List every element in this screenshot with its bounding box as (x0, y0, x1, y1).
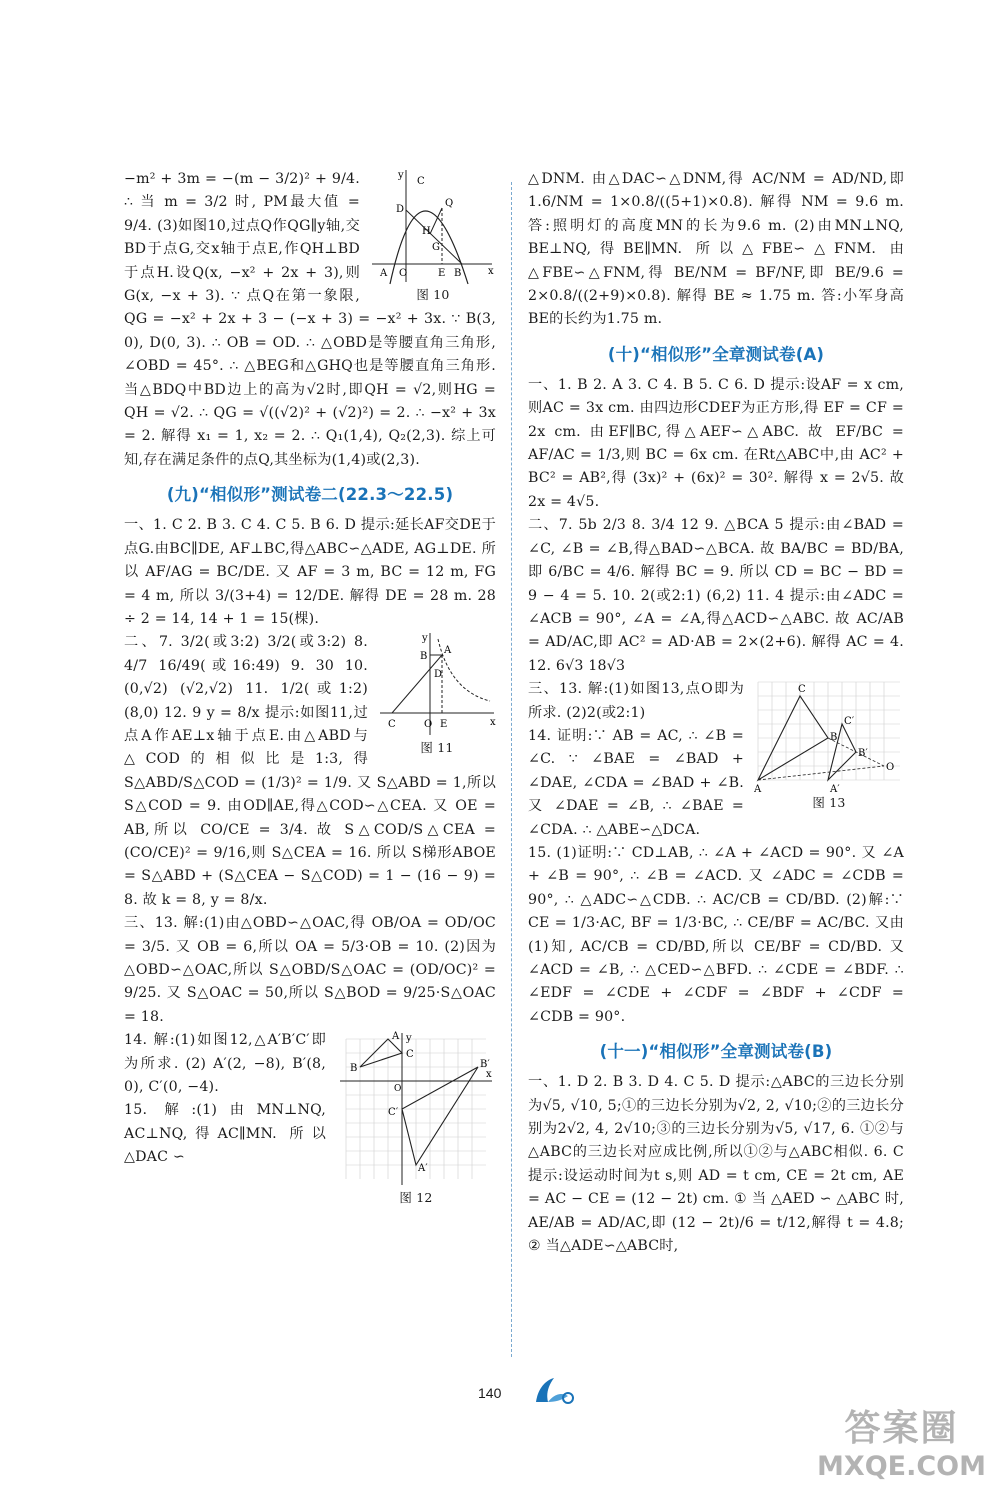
answer-paragraph: 15. (1)证明:∵ CD⊥AB, ∴ ∠A + ∠ACD = 90°. 又 ∠A + ∠B = 90°, ∴ ∠B = ∠ACD. 又 ∠ADC = ∠CDB = 90°, ∴ △ADC∽△CDB. ∴ AC/CB = CD/BD. (2)解:∵ CE = 1/3·AC, BF = 1/3·BC, ∴ CE/BF = AC/BC. 又由(1)知, AC/CB = CD/BD,所以 CE/BF = CD/BD. 又 ∠ACD = ∠B, ∴ △CED∽△BFD. ∴ ∠CDE = ∠BDF. ∴ ∠EDF = ∠CDE + ∠CDF = ∠BDF + ∠CDF = ∠CDB = 90°. (528, 844, 904, 1025)
svg-text:A: A (380, 268, 388, 279)
svg-text:B′: B′ (480, 1059, 491, 1071)
svg-text:B: B (420, 651, 428, 663)
column-divider (511, 182, 512, 1357)
svg-text:E: E (440, 719, 448, 731)
svg-text:C′: C′ (388, 1107, 399, 1119)
svg-text:C: C (417, 176, 425, 187)
figure-13-graph (754, 678, 904, 794)
svg-text:C′: C′ (844, 716, 855, 728)
svg-text:A′: A′ (830, 784, 840, 795)
svg-text:C: C (798, 684, 806, 696)
leaf-ornament-icon (532, 1376, 576, 1406)
answer-paragraph: 一、1. C 2. B 3. C 4. C 5. B 6. D 提示:延长AF交DE于点G.由BC∥DE, AF⊥BC,得△ABC∽△ADE, AG⊥DE. 所以 AF/AG = BC/DE. 又 AF = 3 m, BC = 12 m, FG = 4 m, 所以 3/(3+4) = 12/DE. 解得 DE = 28 m. 28 ÷ 2 = 14, 14 + 1 = 15(棵). (124, 517, 496, 627)
svg-text:Q: Q (445, 198, 454, 209)
svg-text:O: O (399, 268, 408, 279)
svg-text:A′: A′ (418, 1163, 428, 1175)
answer-paragraph: 一、1. B 2. A 3. C 4. B 5. C 6. D 提示:设AF = x cm,则AC = 3x cm. 由四边形CDEF为正方形,得 EF = CF = 2x cm. 由EF∥BC,得△AEF∽△ABC. 故 EF/BC = AF/AC = 1/3,则 BC = 6x cm. 在Rt△ABC中,由 AC² + BC² = AB²,得 (3x)² + (6x)² = 30². 解得 x = 2√5. 故 2x = 4√5. (528, 376, 904, 510)
figure-10 (370, 168, 496, 304)
svg-text:A: A (754, 784, 762, 795)
svg-text:B: B (454, 268, 462, 279)
svg-text:x: x (486, 1069, 492, 1081)
figure-11-graph (378, 631, 496, 739)
svg-text:A: A (444, 645, 452, 657)
answer-paragraph: 一、1. D 2. B 3. D 4. C 5. D 提示:△ABC的三边长分别为√5, √10, 5;①的三边长分别为√2, 2, √10;②的三边长分别为2√2, 4, 2√10;③的三边长分别为√5, √17, 6. ①②与△ABC的三边长对应成比例,所以①②与△ABC相似. 6. C 提示:设运动时间为t s,则 AD = t cm, CE = 2t cm, AE = AC − CE = (12 − 2t) cm. ① 当 △AED ∽ △ABC 时, AE/AB = AD/AC,即 (12 − 2t)/6 = t/12,解得 t = 4.8; ② 当△ADE∽△ABC时, (528, 1074, 904, 1255)
svg-text:A: A (392, 1031, 400, 1043)
answer-paragraph: 15. 解:(1)由MN⊥NQ, AC⊥NQ,得AC∥MN. 所以 △DAC ∽ (124, 1102, 326, 1166)
svg-text:C: C (406, 1049, 414, 1061)
svg-text:y: y (398, 170, 404, 181)
watermark (817, 1400, 986, 1482)
figure-11-caption: 图 11 (420, 740, 454, 756)
svg-text:D: D (434, 669, 443, 681)
figure-11 (378, 631, 496, 757)
section-heading-11: (十一)“相似形”全章测试卷(B) (599, 1042, 833, 1062)
answer-paragraph: 14. 证明:∵ AB = AC, ∴ ∠B = ∠C. ∵ ∠BAE = ∠BAD + ∠DAE, ∠CDA = ∠BAD + ∠B. 又 ∠DAE = ∠B, ∴ ∠BAE = ∠CDA. ∴ △ABE∽△DCA. (528, 727, 744, 838)
figure-12-caption: 图 12 (399, 1190, 433, 1206)
svg-text:G: G (432, 242, 441, 253)
figure-12 (336, 1029, 496, 1207)
watermark-url: MXQE.COM (817, 1451, 986, 1482)
svg-text:x: x (490, 717, 496, 729)
section-heading-10: (十)“相似形”全章测试卷(A) (607, 344, 825, 364)
figure-10-graph (370, 168, 496, 286)
svg-text:B′: B′ (858, 748, 869, 760)
svg-text:O: O (394, 1084, 402, 1095)
answer-paragraph: 14. 解:(1)如图12,△A′B′C′即为所求. (2) A′(2, −8), B′(8, 0), C′(0, −4). (124, 1032, 326, 1096)
answer-paragraph: 二、7. 3/2(或3:2) 3/2(或3:2) 8. 4/7 16/49(或16:49) 9. 30 10. (0,√2) (√2,√2) 11. 1/2(或1:2) (8,0) 12. 9 y = 8/x 提示:如图11,过点A作AE⊥x轴于点E.由△ABD与△COD的相似比是1:3,得 S△ABD/S△COD = (1/3)² = 1/9. 又 S△ABD = 1,所以 S△COD = 9. 由OD∥AE,得△COD∽△CEA. 又 OE = AB,所以 CO/CE = 3/4. 故 S△COD/S△CEA = (CO/CE)² = 9/16,则 S△CEA = 16. 所以 S梯形ABOE = S△ABD + (S△CEA − S△COD) = 1 − (16 − 9) = 8. 故 k = 8, y = 8/x. (124, 634, 496, 908)
svg-text:D: D (396, 204, 405, 215)
page-number: 140 (478, 1385, 502, 1401)
answer-paragraph: −m² + 3m = −(m − 3/2)² + 9/4. ∴ 当 m = 3/2 时, PM最大值 = 9/4. (3)如图10,过点Q作QG∥y轴,交BD于点G,交x轴于点E,作QH⊥BD于点H.设Q(x, −x² + 2x + 3),则G(x, −x + 3). ∵ 点Q在第一象限, QG = −x² + 2x + 3 − (−x + 3) = −x² + 3x. ∵ B(3, 0), D(0, 3). ∴ OB = OD. ∴ △OBD是等腰直角三角形, ∠OBD = 45°. ∴ △BEG和△GHQ也是等腰直角三角形. 当△BDQ中BD边上的高为√2时,即QH = √2,则HG = QH = √2. ∴ QG = √((√2)² + (√2)²) = 2. ∴ −x² + 3x = 2. 解得 x₁ = 1, x₂ = 2. ∴ Q₁(1,4), Q₂(2,3). 综上可知,存在满足条件的点Q,其坐标为(1,4)或(2,3). (124, 171, 496, 468)
figure-12-graph (336, 1029, 496, 1189)
right-column (528, 168, 904, 1258)
section-heading-9: (九)“相似形”测试卷二(22.3～22.5) (166, 485, 454, 505)
figure-13 (754, 678, 904, 812)
figure-10-caption: 图 10 (416, 287, 450, 302)
svg-text:O: O (886, 762, 895, 774)
watermark-logo: 答案圈 (844, 1408, 959, 1449)
svg-text:B: B (350, 1063, 358, 1075)
answer-paragraph: 二、7. 5b 2/3 8. 3/4 12 9. △BCA 5 提示:由∠BAD = ∠C, ∠B = ∠B,得△BAD∽△BCA. 故 BA/BC = BD/BA,即 6/BC = 4/6. 解得 BC = 9. 所以 CD = BC − BD = 9 − 4 = 5. 10. 2(或2:1) (6,2) 11. 4 提示:由∠ADC = ∠ACB = 90°, ∠A = ∠A,得△ACD∽△ABC. 故 AC/AB = AD/AC,即 AC² = AD·AB = 2×(2+6). 解得 AC = 4. 12. 6√3 18√3 (528, 517, 904, 674)
answer-paragraph: 三、13. 解:(1)如图13,点O即为所求. (2)2(或2:1) (528, 681, 744, 721)
answer-paragraph: △DNM. 由△DAC∽△DNM,得 AC/NM = AD/ND,即 1.6/NM = 1×0.8/((5+1)×0.8). 解得 NM = 9.6 m. 答:照明灯的高度MN的长为9.6 m. (2)由MN⊥NQ, BE⊥NQ,得BE∥MN. 所以△FBE∽△FNM. 由△FBE∽△FNM,得 BE/NM = BF/NF,即 BE/9.6 = 2×0.8/((2+9)×0.8). 解得 BE ≈ 1.75 m. 答:小军身高BE的长约为1.75 m. (528, 171, 904, 328)
svg-text:B: B (830, 732, 838, 744)
svg-text:y: y (422, 633, 428, 645)
svg-text:O: O (424, 719, 433, 731)
answer-paragraph: 三、13. 解:(1)由△OBD∽△OAC,得 OB/OA = OD/OC = 3/5. 又 OB = 6,所以 OA = 5/3·OB = 10. (2)因为△OBD∽△OAC,所以 S△OBD/S△OAC = (OD/OC)² = 9/25. 又 S△OAC = 50,所以 S△BOD = 9/25·S△OAC = 18. (124, 915, 496, 1025)
svg-text:x: x (488, 266, 494, 277)
left-column (124, 168, 496, 1211)
svg-text:E: E (438, 268, 446, 279)
figure-13-caption: 图 13 (812, 795, 846, 811)
svg-text:y: y (406, 1033, 412, 1045)
svg-text:H: H (422, 226, 431, 237)
svg-text:C: C (388, 719, 396, 731)
